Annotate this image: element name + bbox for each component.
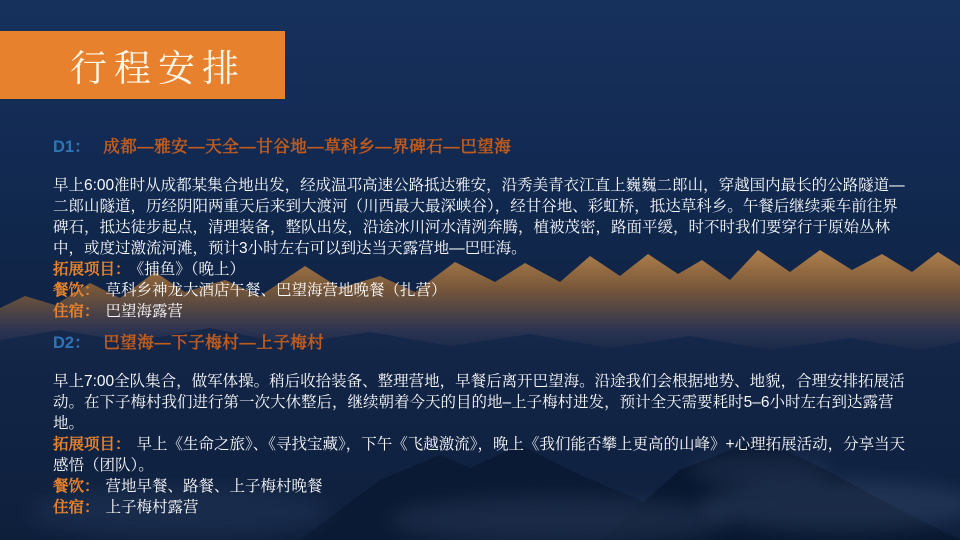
expansion-project-line xyxy=(53,259,911,280)
item-text: 巴望海露营 xyxy=(105,303,184,320)
page-title: 行程安排 xyxy=(70,49,246,90)
day-heading xyxy=(53,335,911,352)
item-label: 拓展项目： xyxy=(53,261,131,278)
item-label: 餐饮： xyxy=(53,282,100,299)
item-label: 住宿： xyxy=(53,303,100,320)
day-description: 早上7:00全队集合，做军体操。稍后收拾装备、整理营地，早餐后离开巴望海。沿途我们会根据地势、地貌，合理安排拓展活动。在下子梅村我们进行第一次大休整后，继续朝着今天的目的地–上子梅村进发，预计全天需要耗时5–6小时左右到达露营地。 xyxy=(53,373,905,432)
expansion-project-line xyxy=(53,434,911,476)
day-label: D1： xyxy=(53,138,91,156)
day-description: 早上6:00准时从成都某集合地出发，经成温邛高速公路抵达雅安，沿秀美青衣江直上巍巍二郎山，穿越国内最长的公路隧道—二郎山隧道，历经阴阳两重天后来到大渡河（川西最大最深峡谷），经甘谷地、彩虹桥，抵达草科乡。午餐后继续乘车前往界碑石，抵达徒步起点，清理装备，整队出发，沿途冰川河水清洌奔腾，植被茂密，路面平缓，时不时我们要穿行于原始丛林中，或度过激流河滩，预计3小时左右可以到达当天露营地—巴旺海。 xyxy=(53,177,905,257)
slide-content xyxy=(53,139,911,518)
day-route: 成都—雅安—天全—甘谷地—草科乡—界碑石—巴望海 xyxy=(103,138,512,156)
day-label: D2： xyxy=(53,334,91,352)
lodging-line xyxy=(53,497,911,518)
day-heading xyxy=(53,139,911,156)
item-label: 拓展项目： xyxy=(53,436,131,453)
lodging-line xyxy=(53,301,911,322)
meals-line xyxy=(53,280,911,301)
item-text: 草科乡神龙大酒店午餐、巴望海营地晚餐（扎营） xyxy=(105,282,447,299)
item-text: 《捕鱼》（晚上） xyxy=(136,261,246,278)
item-label: 住宿： xyxy=(53,499,100,516)
item-label: 餐饮： xyxy=(53,478,100,495)
title-bar xyxy=(0,31,285,99)
item-text: 上子梅村露营 xyxy=(105,499,199,516)
item-text: 营地早餐、路餐、上子梅村晚餐 xyxy=(105,478,323,495)
item-text: 早上《生命之旅》、《寻找宝藏》，下午《飞越激流》，晚上《我们能否攀上更高的山峰》+心理拓展活动，分享当天感悟（团队）。 xyxy=(53,436,906,474)
day-section-d2 xyxy=(53,335,911,518)
day-section-d1 xyxy=(53,139,911,322)
meals-line xyxy=(53,476,911,497)
day-route: 巴望海—下子梅村—上子梅村 xyxy=(103,334,325,352)
